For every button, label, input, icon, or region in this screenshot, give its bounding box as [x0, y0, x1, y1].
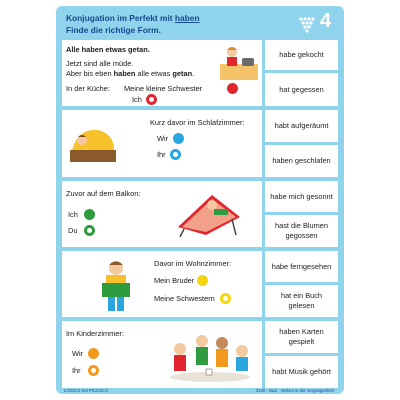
- answer-card[interactable]: habt aufgeräumt: [265, 110, 338, 142]
- exercise-card: [56, 6, 344, 394]
- subject-label: Ihr: [157, 150, 166, 159]
- page-number: 4: [320, 10, 332, 32]
- playing-cards-children-illustration: [166, 329, 254, 383]
- reading-child-illustration: [94, 259, 138, 313]
- subject-label: Ich: [132, 95, 142, 104]
- task-row-bedroom: [62, 110, 338, 177]
- intro-line-2: Jetzt sind alle müde.: [66, 59, 134, 68]
- subject-label: Du: [68, 226, 78, 235]
- subject-label: Ich: [68, 210, 78, 219]
- title-keyword: haben: [174, 13, 200, 23]
- place-label-livingroom: Davor im Wohnzimmer:: [154, 259, 232, 268]
- answer-card[interactable]: habt Musik gehört: [265, 356, 338, 388]
- place-label-bedroom: Kurz davor im Schlafzimmer:: [150, 118, 245, 127]
- footer-brand: LOGICO·Set PICCOLO: [64, 388, 108, 393]
- yellow-ring-marker: [220, 293, 231, 304]
- place-label-balcony: Zuvor auf dem Balkon:: [66, 189, 141, 198]
- sunbathing-child-illustration: [172, 187, 246, 239]
- subject-label: Wir: [72, 349, 84, 358]
- answer-card[interactable]: habe ferngesehen: [265, 251, 338, 282]
- task-panel-kidsroom: [62, 321, 262, 388]
- answer-card[interactable]: habe gekocht: [265, 40, 338, 70]
- orange-ring-marker: [88, 365, 99, 376]
- blue-ring-marker: [170, 149, 181, 160]
- subject-label: Meine kleine Schwester: [124, 84, 203, 93]
- green-dot-marker: [84, 209, 95, 220]
- red-ring-marker: [146, 94, 157, 105]
- yellow-dot-marker: [197, 275, 208, 286]
- card-subtitle: Finde die richtige Form.: [66, 25, 161, 35]
- answer-card[interactable]: hat ein Buch gelesen: [265, 285, 338, 317]
- answer-card[interactable]: hat gegessen: [265, 73, 338, 106]
- logico-dots-icon: [298, 15, 316, 33]
- task-panel-livingroom: [62, 251, 262, 317]
- subject-label: Mein Bruder: [154, 276, 195, 285]
- task-row-livingroom: [62, 251, 338, 317]
- answer-card[interactable]: haben geschlafen: [265, 145, 338, 177]
- sleeping-child-illustration: [68, 120, 118, 164]
- answer-card[interactable]: haben Karten gespielt: [265, 321, 338, 353]
- task-panel-kitchen: [62, 40, 262, 106]
- answer-card[interactable]: habe mich gesonnt: [265, 181, 338, 212]
- blue-dot-marker: [173, 133, 184, 144]
- task-row-kidsroom: [62, 321, 338, 388]
- intro-line-1: Alle haben etwas getan.: [66, 45, 150, 54]
- subject-label: Ihr: [72, 366, 81, 375]
- footer-product-code: 3240 · DaZ · Verben in der Vergangenheit: [256, 388, 334, 393]
- task-panel-bedroom: [62, 110, 262, 177]
- orange-dot-marker: [88, 348, 99, 359]
- card-header: [62, 11, 338, 39]
- subject-label: Wir: [157, 134, 169, 143]
- task-row-balcony: [62, 181, 338, 247]
- red-dot-marker: [227, 83, 238, 94]
- place-label-kidsroom: Im Kinderzimmer:: [66, 329, 124, 338]
- card-title: Konjugation im Perfekt mit haben: [66, 13, 200, 23]
- task-panel-balcony: [62, 181, 262, 247]
- answer-card[interactable]: hast die Blumen gegossen: [265, 215, 338, 247]
- intro-line-3: Aber bis eben haben alle etwas getan.: [66, 69, 195, 78]
- place-label-kitchen: In der Küche:: [66, 84, 110, 93]
- subject-label: Meine Schwestern: [154, 294, 215, 303]
- green-ring-marker: [84, 225, 95, 236]
- task-row-kitchen: [62, 40, 338, 106]
- cooking-child-illustration: [218, 44, 260, 82]
